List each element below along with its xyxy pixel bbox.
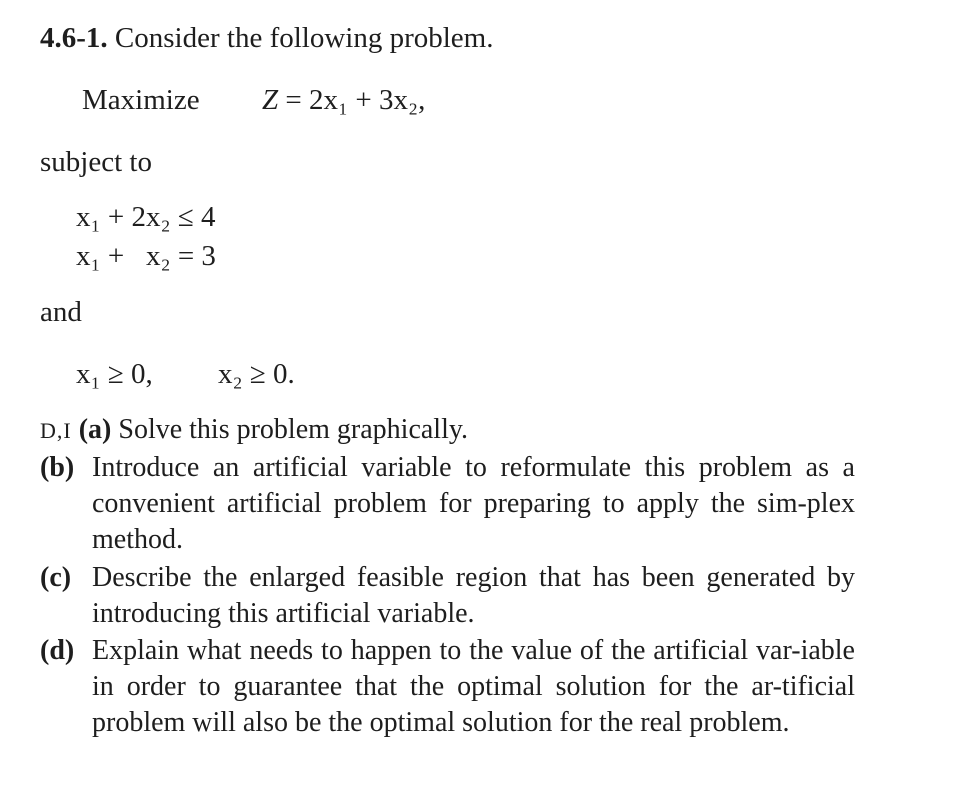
part-d-text: Explain what needs to happen to the value of the artificial var-iable in order to guarantee that the optimal solution for the ar-tificial problem will also be the optimal solution for the real problem. [92, 635, 855, 738]
part-c [40, 560, 855, 632]
nonnegativity-x2: x₂ ≥ 0. [218, 358, 295, 390]
part-b [40, 450, 855, 558]
part-a-label: (a) [78, 414, 112, 445]
part-b-label: (b) [40, 452, 75, 483]
part-b-text: Introduce an artificial variable to reformulate this problem as a convenient artificial problem for preparing to apply the sim-plex method. [92, 452, 855, 555]
part-c-text: Describe the enlarged feasible region that has been generated by introducing this artificial variable. [92, 562, 855, 629]
and-label: and [40, 296, 82, 328]
constraint-2: x₁ + x₂ = 3 [76, 240, 216, 272]
problem-intro: Consider the following problem. [114, 22, 494, 54]
subject-to-label: subject to [40, 146, 152, 178]
part-a-text: Solve this problem graphically. [118, 414, 469, 445]
objective-variable: Z [262, 84, 279, 116]
part-a [40, 414, 468, 446]
constraint-1: x₁ + 2x₂ ≤ 4 [76, 201, 216, 233]
part-c-label: (c) [40, 562, 72, 593]
part-d [40, 633, 855, 741]
nonnegativity-x1: x₁ ≥ 0, [76, 358, 153, 390]
objective-function [262, 84, 425, 117]
objective-keyword: Maximize [82, 84, 200, 116]
part-a-tag: D,I [40, 418, 72, 443]
problem-header [40, 22, 493, 55]
problem-number: 4.6-1. [40, 22, 108, 54]
part-d-label: (d) [40, 635, 75, 666]
objective-expression: = 2x₁ + 3x₂, [278, 84, 426, 116]
